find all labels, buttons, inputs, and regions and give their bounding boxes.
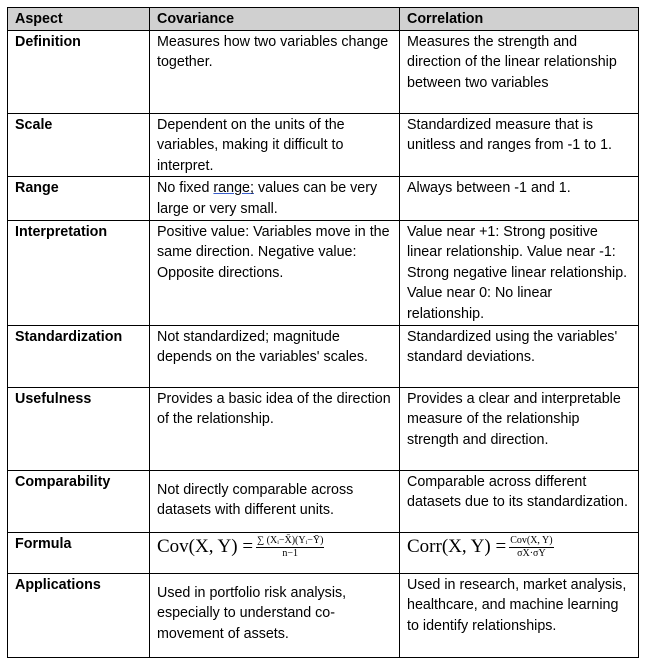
cov-formula-lhs: Cov(X, Y) = — [157, 535, 254, 557]
aspect-cell: Formula — [8, 532, 150, 573]
table-row — [8, 532, 639, 573]
correlation-cell: Value near +1: Strong positive linear relationship. Value near -1: Strong negative linear relationship. Value near 0: No linear relationship. — [400, 220, 639, 325]
table-row — [8, 573, 639, 657]
table-row — [8, 470, 639, 532]
correlation-cell: Standardized measure that is unitless and ranges from -1 to 1. — [400, 113, 639, 177]
header-correlation: Correlation — [400, 8, 639, 31]
cov-formula-fraction — [256, 535, 324, 560]
header-aspect: Aspect — [8, 8, 150, 31]
correlation-cell: Measures the strength and direction of the linear relationship between two variables — [400, 30, 639, 113]
covariance-cell: Dependent on the units of the variables, making it difficult to interpret. — [150, 113, 400, 177]
correlation-cell: Always between -1 and 1. — [400, 177, 639, 220]
corr-formula-lhs: Corr(X, Y) = — [407, 535, 507, 557]
covariance-formula — [150, 532, 400, 573]
aspect-cell: Standardization — [8, 325, 150, 387]
table-row — [8, 387, 639, 470]
correlation-formula — [400, 532, 639, 573]
aspect-cell: Interpretation — [8, 220, 150, 325]
aspect-cell: Range — [8, 177, 150, 220]
covariance-cell: Not directly comparable across datasets with different units. — [150, 470, 400, 532]
covariance-cell — [150, 177, 400, 220]
table-row — [8, 177, 639, 220]
correlation-cell: Used in research, market analysis, healthcare, and machine learning to identify relationships. — [400, 573, 639, 657]
table-row — [8, 220, 639, 325]
covariance-cell: Used in portfolio risk analysis, especially to understand co-movement of assets. — [150, 573, 400, 657]
aspect-cell: Scale — [8, 113, 150, 177]
covariance-cell: Not standardized; magnitude depends on the variables' scales. — [150, 325, 400, 387]
cov-formula-denominator: n−1 — [282, 547, 299, 559]
covariance-text-post: values can be very large or very small. — [157, 180, 378, 217]
correlation-cell: Provides a clear and interpretable measure of the relationship strength and direction. — [400, 387, 639, 470]
header-row — [8, 8, 639, 31]
covariance-cell: Positive value: Variables move in the same direction. Negative value: Opposite directions. — [150, 220, 400, 325]
covariance-correlation-table — [7, 7, 639, 658]
table-row — [8, 325, 639, 387]
spellcheck-underlined-word: range; — [213, 180, 254, 197]
table-row — [8, 30, 639, 113]
comparison-table-wrapper — [7, 7, 639, 658]
covariance-cell: Provides a basic idea of the direction of the relationship. — [150, 387, 400, 470]
corr-formula-fraction — [509, 535, 553, 560]
header-covariance: Covariance — [150, 8, 400, 31]
aspect-cell: Definition — [8, 30, 150, 113]
cov-formula-numerator: ∑ (Xᵢ−X̄)(Yᵢ−Ȳ) — [257, 534, 324, 546]
covariance-text-pre: No fixed — [157, 180, 214, 197]
aspect-cell: Applications — [8, 573, 150, 657]
table-row — [8, 113, 639, 177]
aspect-cell: Usefulness — [8, 387, 150, 470]
correlation-cell: Standardized using the variables' standard deviations. — [400, 325, 639, 387]
correlation-cell: Comparable across different datasets due to its standardization. — [400, 470, 639, 532]
corr-formula-denominator: σX·σY — [517, 547, 546, 559]
aspect-cell: Comparability — [8, 470, 150, 532]
corr-formula-numerator: Cov(X, Y) — [510, 534, 553, 546]
covariance-cell: Measures how two variables change together. — [150, 30, 400, 113]
